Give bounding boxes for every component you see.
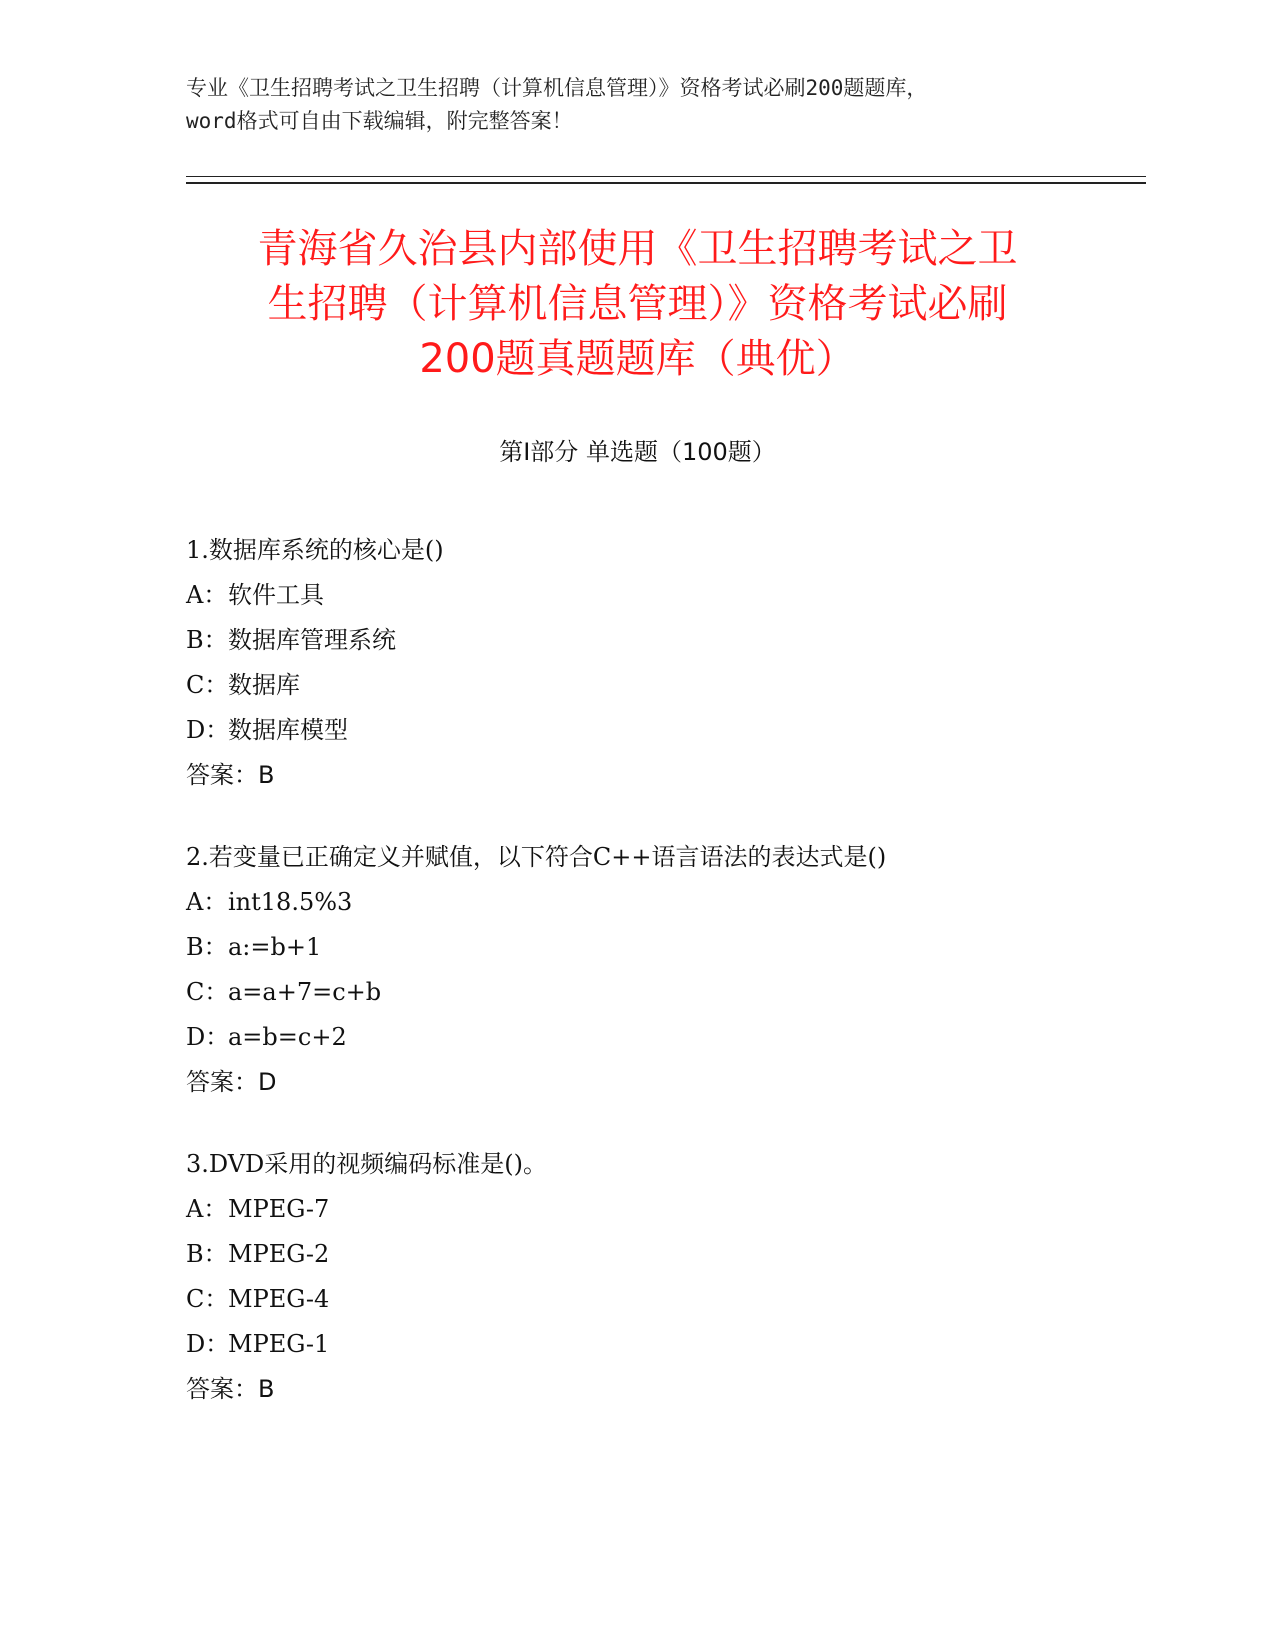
answer-line: 答案：D	[186, 1068, 277, 1096]
option-d	[186, 1015, 1106, 1060]
option-key: D：	[186, 1330, 230, 1358]
question-3	[186, 1142, 1106, 1412]
header-note	[186, 72, 1086, 138]
header-note-line-1: 专业《卫生招聘考试之卫生招聘（计算机信息管理）》资格考试必刷200题题库，	[186, 76, 928, 100]
option-text: MPEG-1	[228, 1330, 330, 1358]
option-key: B：	[186, 626, 228, 654]
option-text: 数据库	[228, 671, 300, 699]
document-title	[150, 222, 1125, 387]
option-b	[186, 925, 1106, 970]
question-stem: 1.数据库系统的核心是()	[186, 536, 444, 564]
option-text: a:=b+1	[228, 933, 322, 961]
option-key: D：	[186, 1023, 230, 1051]
option-text: 数据库管理系统	[228, 626, 396, 654]
option-d	[186, 1322, 1106, 1367]
header-note-line-2: word格式可自由下载编辑，附完整答案！	[186, 109, 573, 133]
option-key: B：	[186, 933, 228, 961]
option-key: A：	[186, 581, 228, 609]
option-key: A：	[186, 888, 228, 916]
option-key: C：	[186, 1285, 229, 1313]
option-key: A：	[186, 1195, 228, 1223]
question-list	[186, 528, 1106, 1449]
option-c	[186, 970, 1106, 1015]
question-2	[186, 835, 1106, 1105]
option-text: MPEG-2	[228, 1240, 330, 1268]
option-key: B：	[186, 1240, 228, 1268]
question-stem: 2.若变量已正确定义并赋值，以下符合C++语言语法的表达式是()	[186, 843, 887, 871]
document-title-line-2: 生招聘（计算机信息管理）》资格考试必刷	[267, 281, 1008, 327]
answer-line: 答案：B	[186, 1375, 275, 1403]
question-stem: 3.DVD采用的视频编码标准是()。	[186, 1150, 548, 1178]
header-divider-thick	[186, 182, 1146, 184]
option-text: MPEG-4	[228, 1285, 330, 1313]
document-title-line-1: 青海省久治县内部使用《卫生招聘考试之卫	[257, 226, 1018, 272]
option-d	[186, 708, 1106, 753]
option-a	[186, 573, 1106, 618]
option-text: MPEG-7	[228, 1195, 330, 1223]
option-b	[186, 1232, 1106, 1277]
option-key: C：	[186, 671, 229, 699]
option-a	[186, 880, 1106, 925]
section-title: 第Ⅰ部分 单选题（100题）	[499, 438, 776, 466]
option-text: int18.5%3	[228, 888, 353, 916]
question-1	[186, 528, 1106, 798]
option-text: a=b=c+2	[228, 1023, 347, 1051]
option-key: D：	[186, 716, 230, 744]
option-a	[186, 1187, 1106, 1232]
header-divider-thin	[186, 176, 1146, 177]
option-b	[186, 618, 1106, 663]
answer-line: 答案：B	[186, 761, 275, 789]
option-c	[186, 663, 1106, 708]
option-text: 数据库模型	[228, 716, 348, 744]
option-c	[186, 1277, 1106, 1322]
option-text: 软件工具	[228, 581, 324, 609]
option-text: a=a+7=c+b	[228, 978, 382, 1006]
option-key: C：	[186, 978, 229, 1006]
document-title-line-3: 200题真题题库（典优）	[419, 336, 856, 382]
